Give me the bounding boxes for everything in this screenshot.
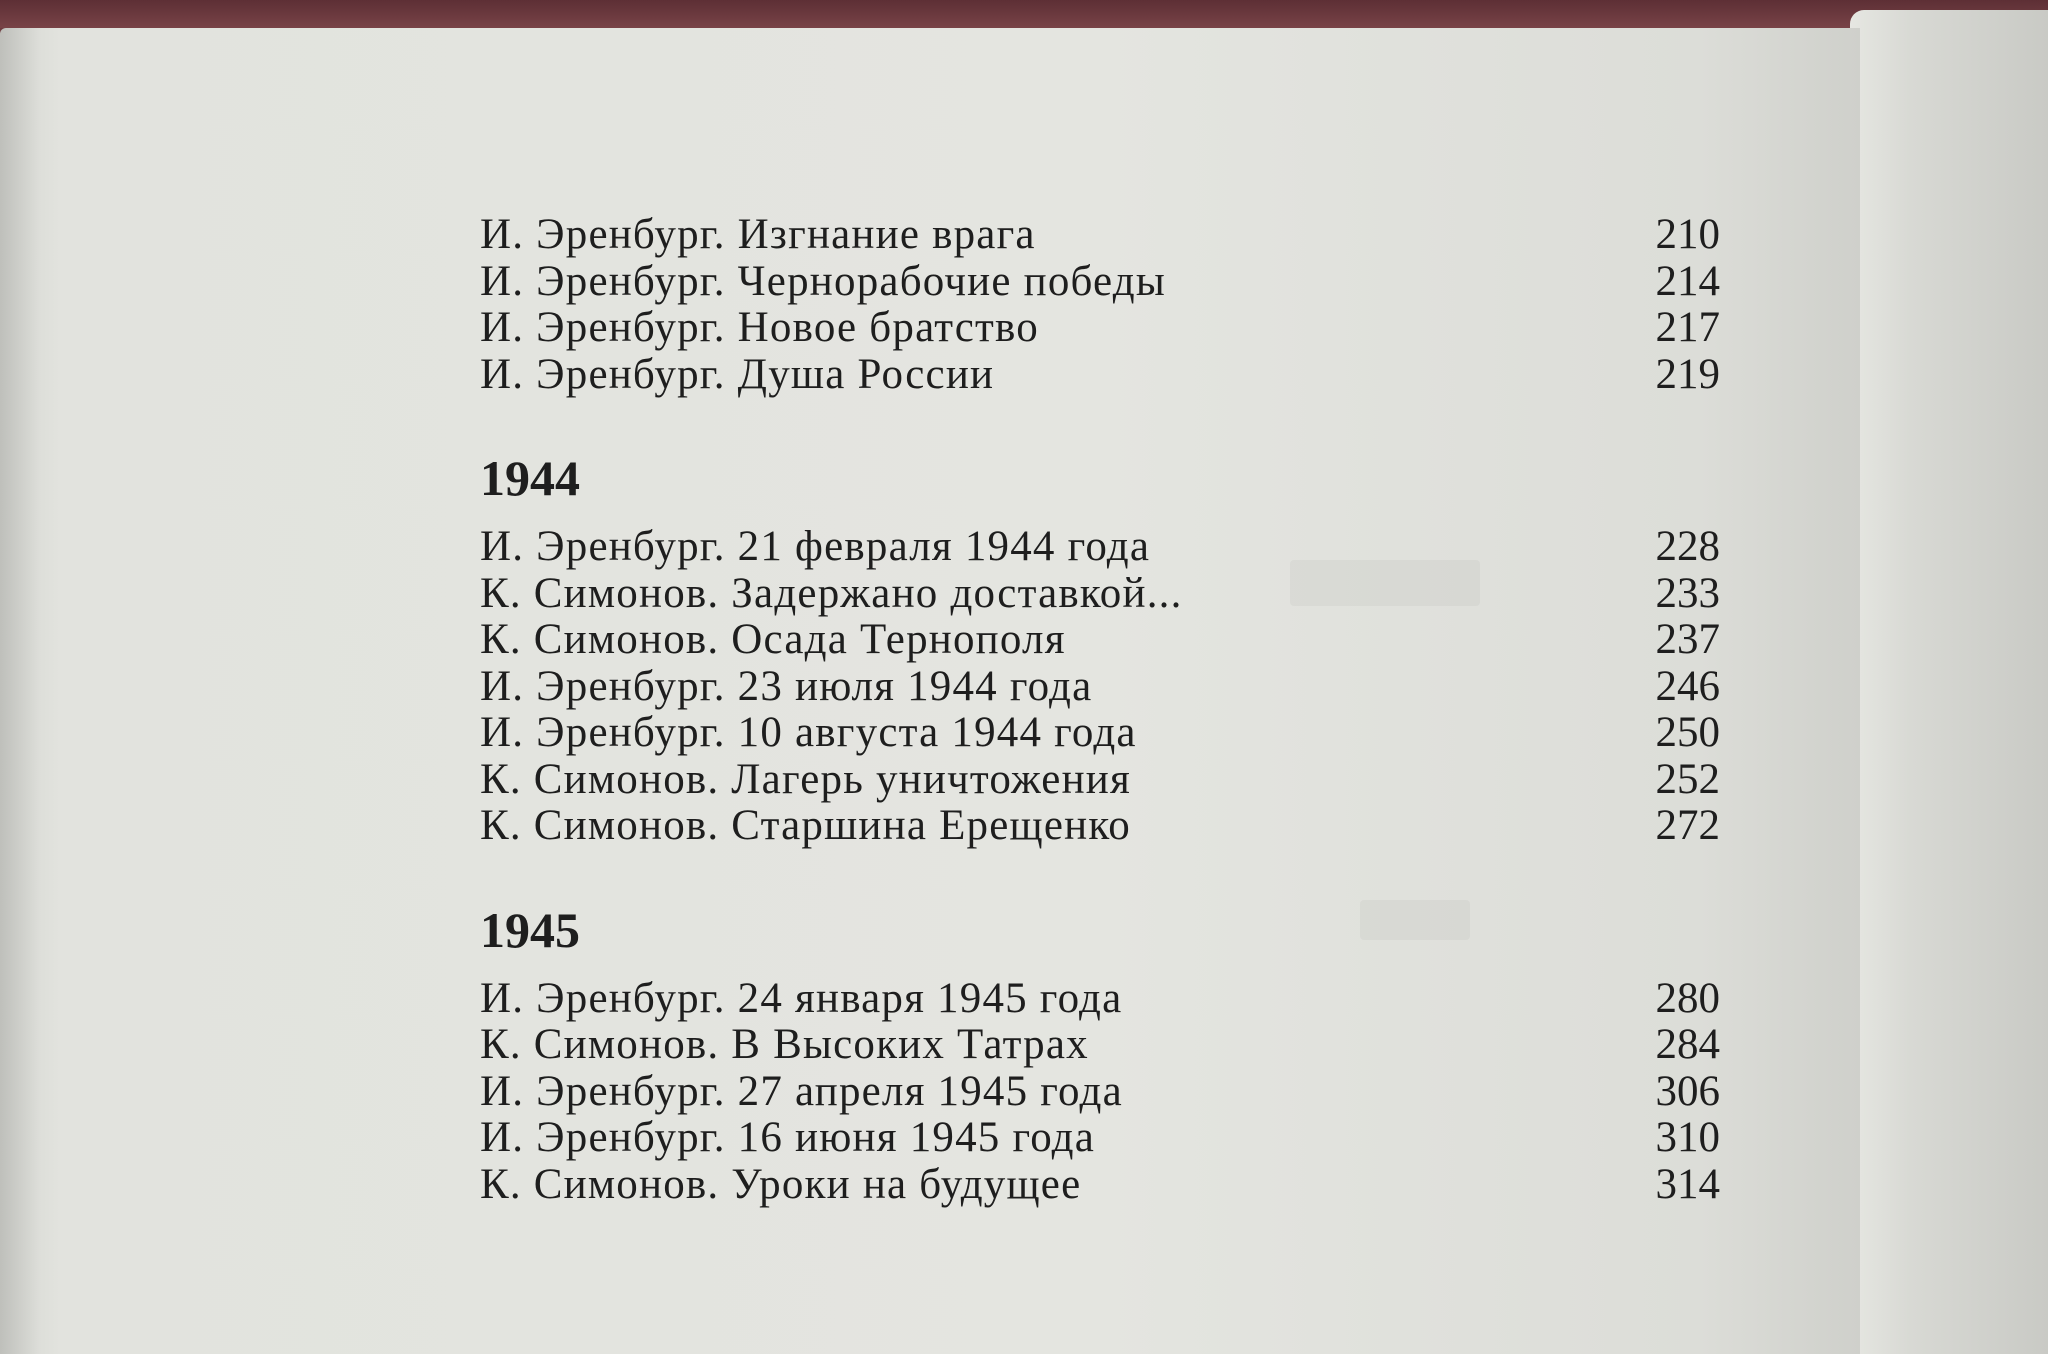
toc-entry bbox=[480, 803, 1720, 850]
toc-entry-page: 272 bbox=[1655, 802, 1720, 849]
toc-entry-title: К. Симонов. Уроки на будущее bbox=[480, 1160, 1082, 1208]
toc-entry bbox=[480, 259, 1720, 306]
table-of-contents bbox=[480, 212, 1720, 1208]
toc-entry-title: И. Эренбург. 23 июля 1944 года bbox=[480, 662, 1093, 710]
toc-entry bbox=[480, 664, 1720, 711]
toc-entry bbox=[480, 1022, 1720, 1069]
toc-entry bbox=[480, 617, 1720, 664]
toc-entry-title: И. Эренбург. 21 февраля 1944 года bbox=[480, 523, 1151, 570]
toc-entry-page: 233 bbox=[1655, 569, 1720, 617]
toc-entry-page: 246 bbox=[1655, 662, 1720, 710]
toc-entry bbox=[480, 1115, 1720, 1162]
toc-entry-page: 314 bbox=[1655, 1160, 1720, 1208]
toc-entry-page: 284 bbox=[1655, 1021, 1720, 1068]
toc-entry-page: 252 bbox=[1655, 755, 1720, 803]
toc-entry-page: 219 bbox=[1655, 350, 1720, 398]
toc-entry bbox=[480, 1162, 1720, 1209]
toc-entry-title: К. Симонов. Задержано доставкой... bbox=[480, 569, 1183, 617]
toc-entry-title: И. Эренбург. Изгнание врага bbox=[480, 211, 1036, 258]
toc-entry-title: К. Симонов. В Высоких Татрах bbox=[480, 1021, 1089, 1068]
toc-entry-page: 250 bbox=[1655, 709, 1720, 756]
toc-entry-title: И. Эренбург. 24 января 1945 года bbox=[480, 974, 1123, 1022]
toc-entry bbox=[480, 710, 1720, 757]
toc-entry-title: К. Симонов. Старшина Ерещенко bbox=[480, 802, 1131, 849]
toc-entry-page: 210 bbox=[1655, 211, 1720, 258]
toc-entry-title: К. Симонов. Лагерь уничтожения bbox=[480, 755, 1131, 803]
toc-entry-title: И. Эренбург. Новое братство bbox=[480, 304, 1039, 351]
toc-entry bbox=[480, 524, 1720, 571]
toc-entry-title: И. Эренбург. Чернорабочие победы bbox=[480, 257, 1166, 305]
toc-entry-page: 280 bbox=[1655, 974, 1720, 1022]
year-heading: 1944 bbox=[480, 450, 580, 506]
toc-entry bbox=[480, 352, 1720, 399]
toc-entry-title: И. Эренбург. 10 августа 1944 года bbox=[480, 709, 1137, 756]
toc-entry-page: 228 bbox=[1655, 523, 1720, 570]
toc-entry bbox=[480, 212, 1720, 259]
toc-entry-page: 217 bbox=[1655, 304, 1720, 351]
toc-entry-title: И. Эренбург. Душа России bbox=[480, 350, 995, 398]
toc-entry bbox=[480, 1069, 1720, 1116]
toc-entry bbox=[480, 305, 1720, 352]
toc-entry bbox=[480, 976, 1720, 1023]
toc-entry-page: 306 bbox=[1655, 1067, 1720, 1115]
toc-entry-page: 237 bbox=[1655, 616, 1720, 663]
toc-entry-page: 214 bbox=[1655, 257, 1720, 305]
page-shadow bbox=[0, 28, 40, 1354]
toc-entry-title: И. Эренбург. 16 июня 1945 года bbox=[480, 1114, 1096, 1161]
year-heading: 1945 bbox=[480, 901, 580, 958]
toc-entry bbox=[480, 571, 1720, 618]
toc-entry bbox=[480, 757, 1720, 804]
toc-entry-title: И. Эренбург. 27 апреля 1945 года bbox=[480, 1067, 1123, 1115]
toc-entry-page: 310 bbox=[1655, 1114, 1720, 1161]
page-edge bbox=[1850, 10, 2048, 1354]
toc-entry-title: К. Симонов. Осада Тернополя bbox=[480, 616, 1066, 663]
